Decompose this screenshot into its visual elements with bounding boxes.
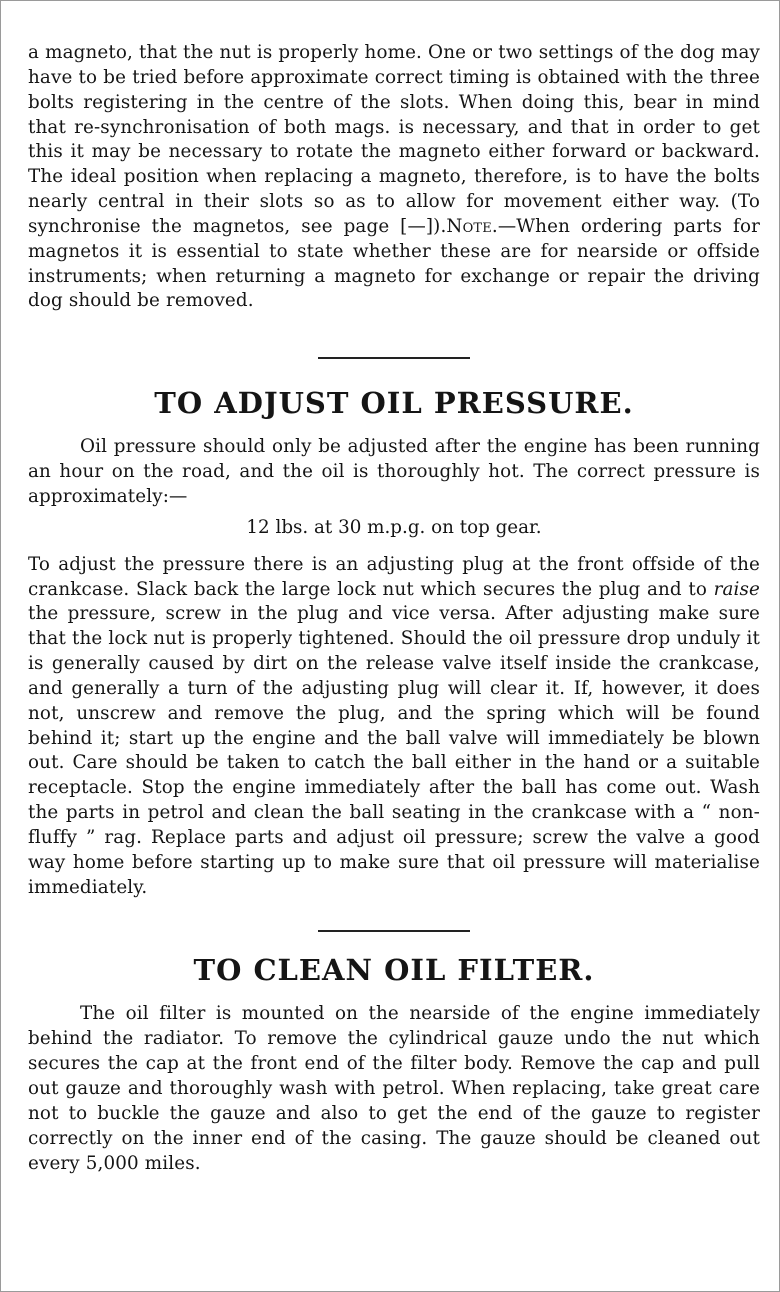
oil-pressure-body [28,553,760,901]
note-label: Note. [446,215,498,237]
section-divider [318,930,470,932]
oil-pressure-intro: Oil pressure should only be adjusted after the engine has been running an hour on the road, and the oil is thoroughly hot. The correct pressure is approximately:— [28,436,760,507]
pressure-spec-line: 12 lbs. at 30 m.p.g. on top gear. [246,516,542,538]
oil-pressure-body-part1: To adjust the pressure there is an adjusting plug at the front offside of the crankcase. Slack back the large lock nut which secures the plug and to [28,553,760,600]
oil-pressure-body-part2: the pressure, screw in the plug and vice versa. After adjusting make sure that the lock nut is properly tightened. Should the oil pressure drop unduly it is generally caused by dirt on the release valve itself inside the crankcase, and generally a turn of the adjusting plug will clear it. If, however, it does not, unscrew and remove the plug, and the spring which will be found behind it; start up the engine and the ball valve will immediately be blown out. Care should be taken to catch the ball either in the hand or a suitable receptacle. Stop the engine immediately after the ball has come out. Wash the parts in petrol and clean the ball seating in the crankcase with a “ non-fluffy ” rag. Replace parts and adjust oil pressure; screw the valve a good way home before starting up to make sure that oil pressure will materialise immediately. [28,603,760,898]
magneto-paragraph [28,41,760,314]
section-heading-oil-filter: TO CLEAN OIL FILTER. [193,953,595,988]
magneto-text: a magneto, that the nut is properly home. One or two settings of the dog may have to be tried before approximate correct timing is obtained with the three bolts registering in the centre of the slots. When doing this, bear in mind that re-synchronisation of both mags. is necessary, and that in order to get this it may be necessary to rotate the magneto either forward or backward. The ideal position when replacing a magneto, therefore, is to have the bolts nearly central in their slots so as to allow for movement either way. (To synchronise the magnetos, see page [—]). [28,42,760,237]
oil-filter-body: The oil filter is mounted on the nearside of the engine immediately behind the radiator. To remove the cylindrical gauze undo the nut which secures the cap at the front end of the filter body. Remove the cap and pull out gauze and thoroughly wash with petrol. When replacing, take great care not to buckle the gauze and also to get the end of the gauze to register correctly on the inner end of the casing. The gauze should be cleaned out every 5,000 miles. [28,1003,760,1174]
page-content [28,41,760,1176]
section-heading-oil-pressure: TO ADJUST OIL PRESSURE. [154,386,634,421]
magneto-note-text: —When ordering parts for magnetos it is essential to state whether these are for nearside or offside instruments; when returning a magneto for exchange or repair the driving dog should be removed. [28,215,760,312]
oil-pressure-body-italic: raise [713,578,760,600]
section-divider [318,357,470,359]
